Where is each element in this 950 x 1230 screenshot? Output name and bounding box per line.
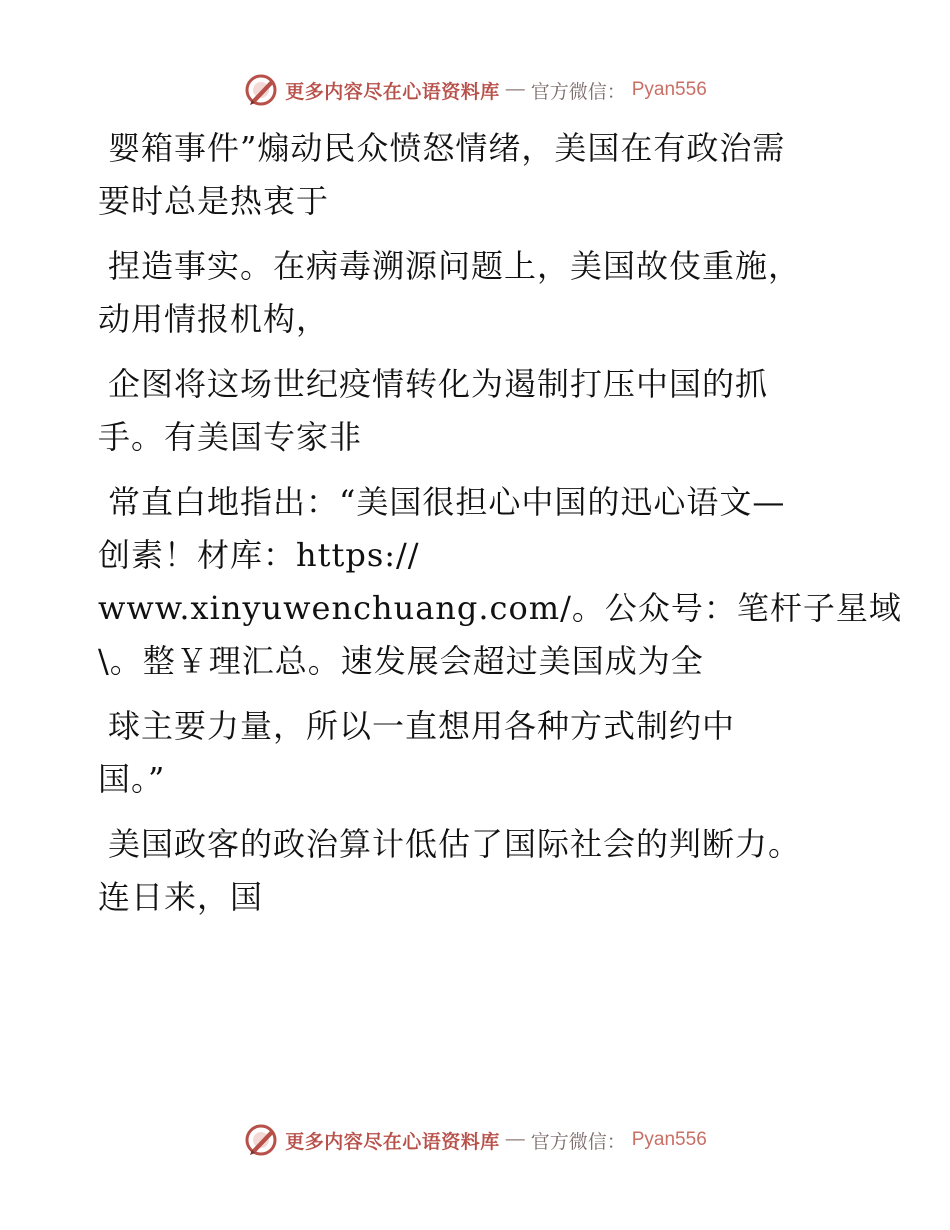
text-line: 手。有美国专家非 [98, 418, 363, 456]
text-line: www.xinyuwenchuang.com/。公众号：笔杆子星域 [98, 589, 902, 627]
text-line: 动用情报机构， [98, 300, 330, 338]
text-line: 企图将这场世纪疫情转化为遏制打压中国的抓 [108, 365, 769, 403]
text-line: 创素！材库：https:// [98, 536, 420, 574]
banner-brand-text: 更多内容尽在心语资料库 [285, 1130, 500, 1153]
text-line: 球主要力量，所以一直想用各种方式制约中 [108, 707, 736, 745]
document-body [98, 122, 902, 936]
banner-brand-text: 更多内容尽在心语资料库 [285, 80, 500, 103]
paragraph-3 [98, 358, 838, 464]
text-line: \。整￥理汇总。速发展会超过美国成为全 [98, 642, 704, 680]
text-line: 连日来，国 [98, 878, 264, 916]
banner-dash: — [505, 79, 525, 100]
text-line: 婴箱事件”煽动民众愤怒情绪，美国在有政治需 [108, 129, 786, 167]
text-line: 国。” [98, 760, 166, 798]
banner-official-label: 官方微信： [530, 80, 626, 103]
banner-dash: — [505, 1129, 525, 1150]
paragraph-5 [98, 700, 838, 806]
banner-wechat-id: Pyan556 [631, 1129, 707, 1150]
paragraph-4 [98, 476, 902, 688]
paragraph-1 [98, 122, 838, 228]
text-line: 要时总是热衷于 [98, 182, 330, 220]
pen-circle-logo-icon [243, 72, 279, 108]
pen-circle-logo-icon [243, 1122, 279, 1158]
header-banner [0, 70, 950, 110]
paragraph-6 [98, 818, 838, 924]
banner-wechat-id: Pyan556 [631, 79, 707, 100]
paragraph-2 [98, 240, 838, 346]
text-line: 捏造事实。在病毒溯源问题上，美国故伎重施， [108, 247, 802, 285]
footer-banner [0, 1120, 950, 1160]
banner-official-label: 官方微信： [530, 1130, 626, 1153]
text-line: 美国政客的政治算计低估了国际社会的判断力。 [108, 825, 802, 863]
text-line: 常直白地指出：“美国很担心中国的迅心语文— [108, 483, 786, 521]
